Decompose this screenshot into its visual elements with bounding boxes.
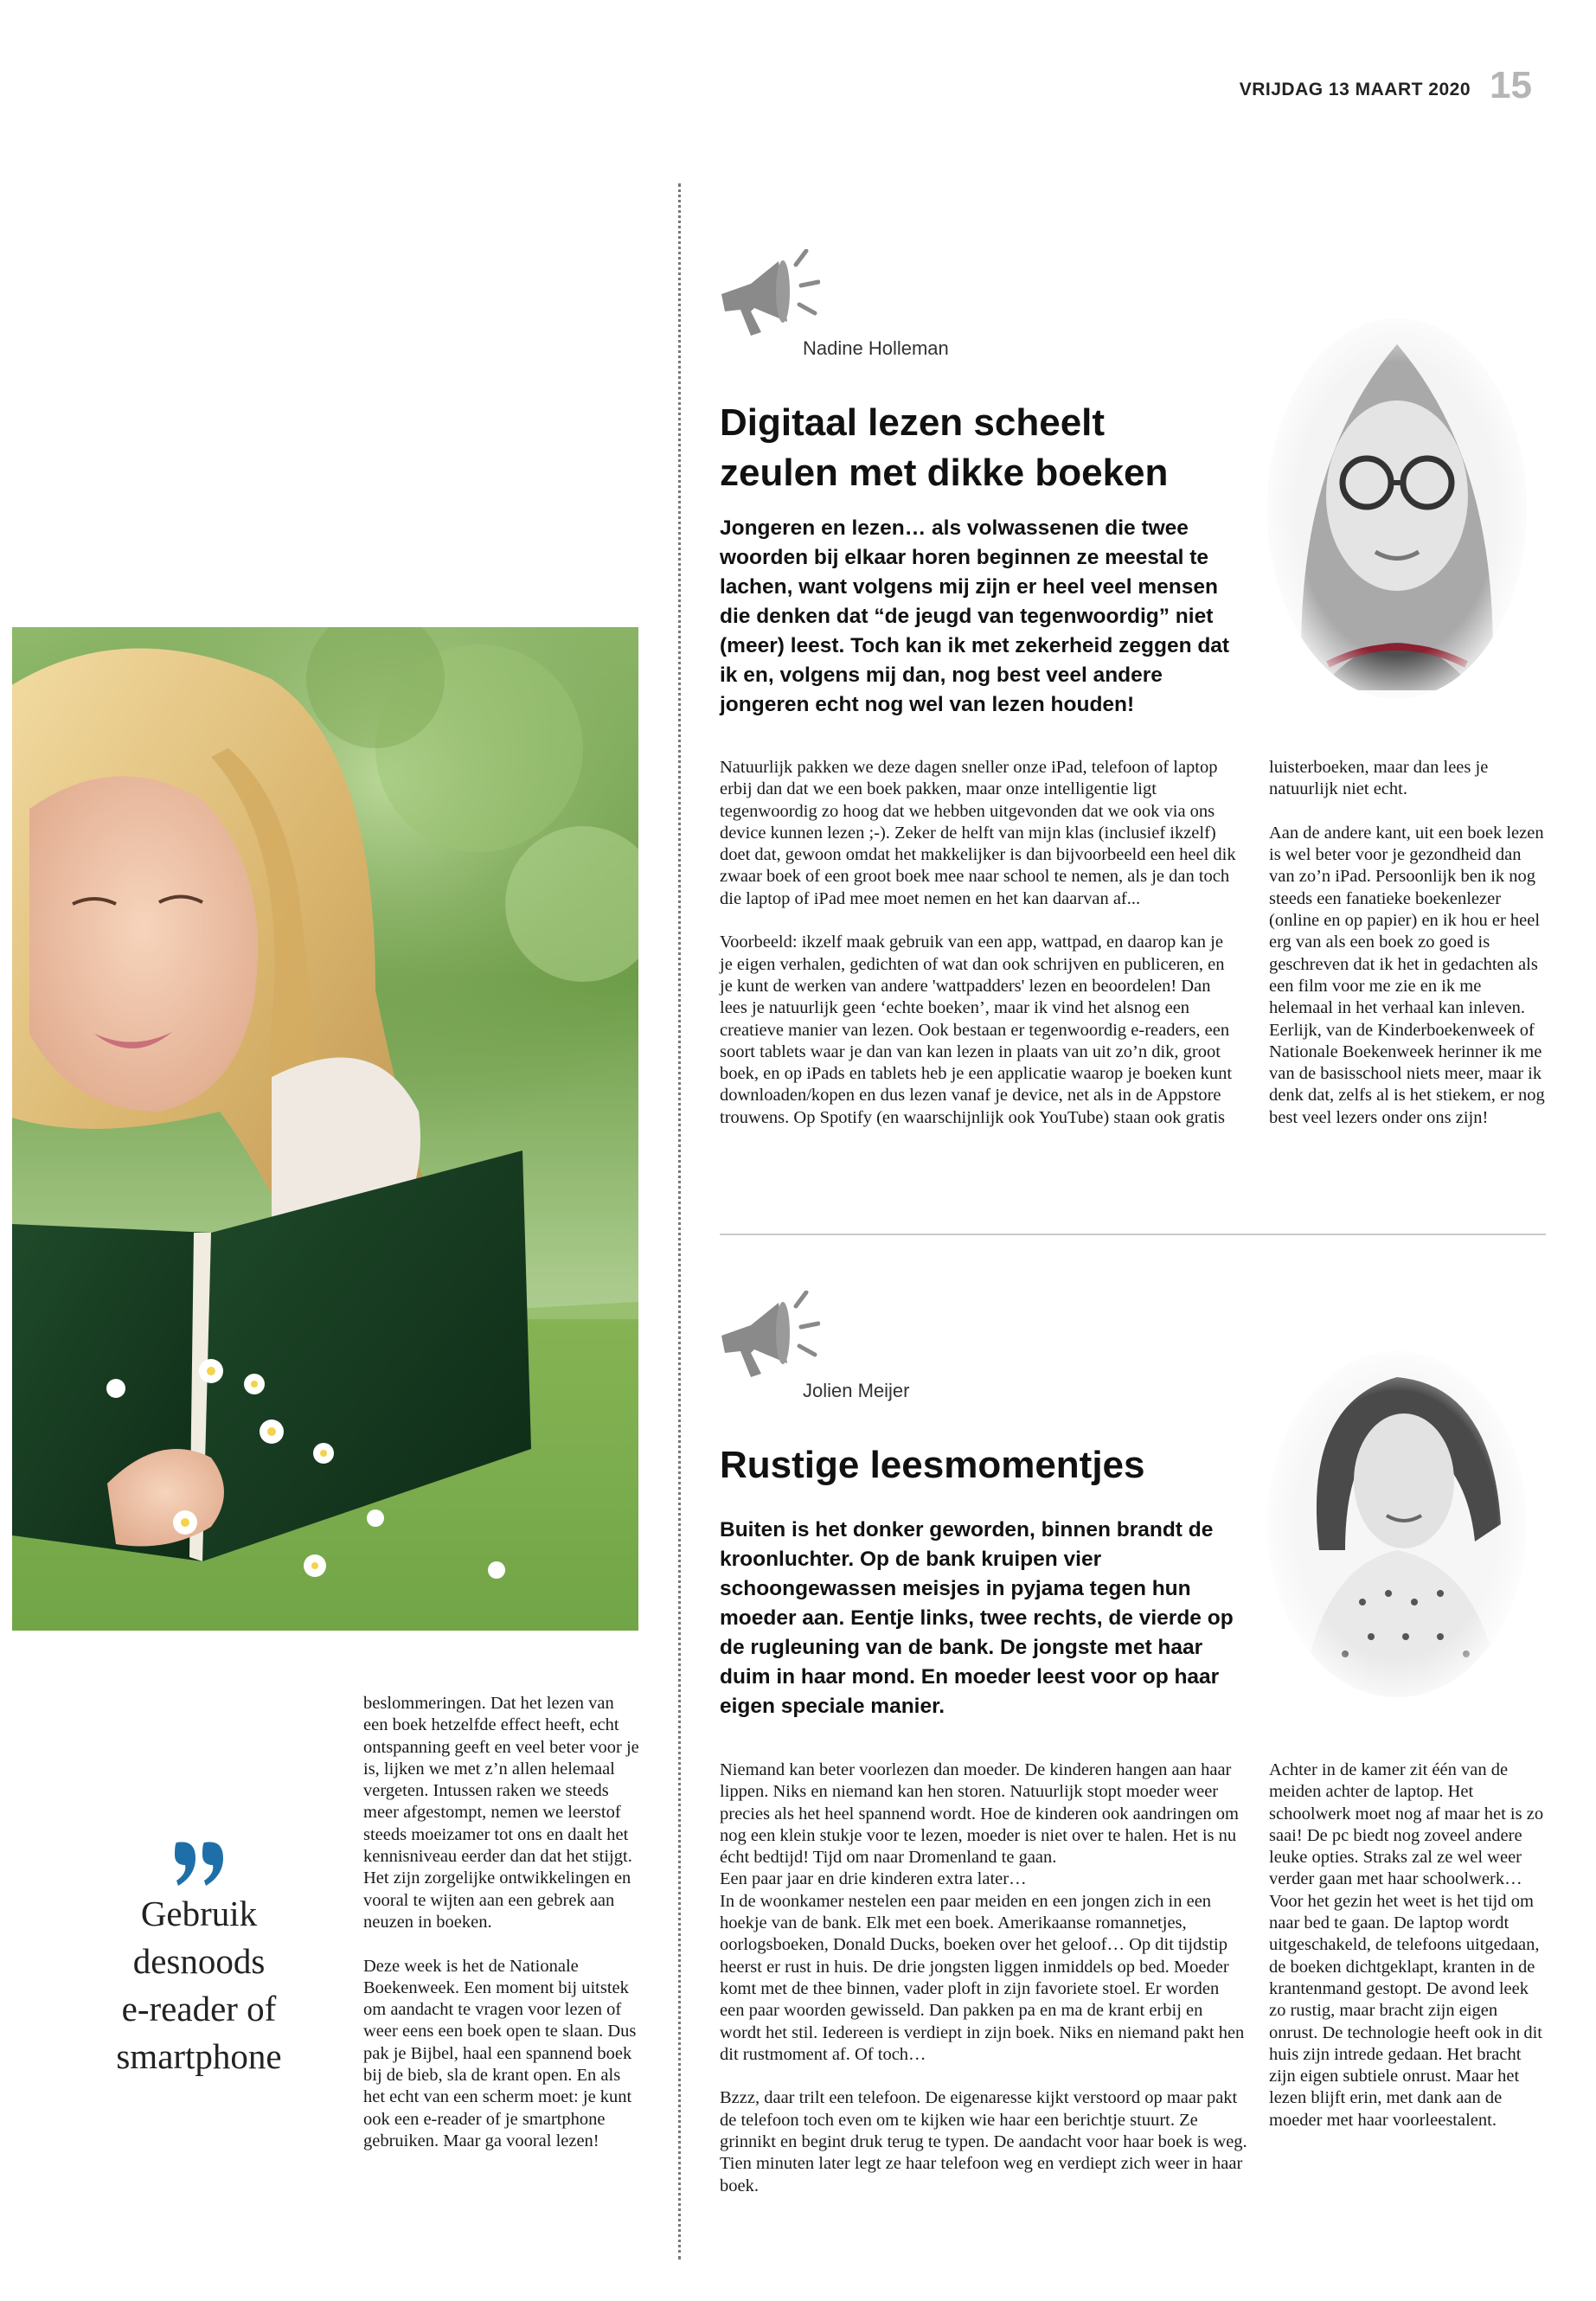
- article1-author: Nadine Holleman: [803, 337, 949, 359]
- article1-body-col2: luisterboeken, maar dan lees je natuurlijk niet echt. Aan de andere kant, uit een boek lezen is wel beter voor je gezondheid dan van zo’n iPad. Persoonlijk ben ik nog steeds een fanatieke boekenlezer (online en op papier) en ik hou er heel erg van als een boek zo goed is geschreven dat ik het in gedachten als een film voor me zie en ik me helemaal in het verhaal kan inleven. Eerlijk, van de Kinderboekenweek of Nationale Boekenweek herinner ik me van de basisschool niets meer, maar ik denk dat, zelfs al is het stiekem, er nog best veel lezers onder ons zijn!: [1269, 758, 1545, 1127]
- author-portrait-jolien: [1267, 1351, 1527, 1697]
- girl-reading-photo: [12, 627, 638, 1631]
- issue-date: VRIJDAG 13 MAART 2020: [1239, 80, 1471, 99]
- article2-body-col1: Niemand kan beter voorlezen dan moeder. De kinderen hangen aan haar lippen. Niks en niemand kan hen storen. Natuurlijk stopt moeder weer precies als het heel spannend wordt. Hoe de kinderen ook aandringen om nog een klein stukje voor te lezen, moeder is niet over te halen. Het is nu écht bedtijd! Tijd om naar Dromenland te gaan. Een paar jaar en drie kinderen extra later… In de woonkamer nestelen een paar meiden en een jongen zich in een hoekje van de bank. Elk met een boek. Amerikaanse romannetjes, oorlogsboeken, Donald Ducks, boeken over het geloof… Op dit tijdstip heerst er rust in huis. De drie jongsten liggen inmiddels op bed. Moeder komt met de thee binnen, vader ploft in zijn favoriete stoel. Er worden een paar woorden gewisseld. Dan pakken pa en ma de krant erbij en wordt het stil. Iedereen is verdiept in zijn boek. Niks en niemand pakt hen dit rustmoment af. Of toch… Bzzz, daar trilt een telefoon. De eigenaresse kijkt verstoord op maar pakt de telefoon toch even om te kijken wie haar een berichtje stuurt. Ze grinnikt en begint druk terug te typen. De aandacht voor haar boek is weg. Tien minuten later legt ze haar telefoon weg en verdiept zich weer in haar boek.: [720, 1760, 1247, 2195]
- article2-headline: Rustige leesmomentjes: [720, 1444, 1145, 1486]
- article1-body-col1: Natuurlijk pakken we deze dagen sneller onze iPad, telefoon of laptop erbij dan dat we een boek pakken, maar onze intelligentie ligt tegenwoordig zo hoog dat we hebben uitgevonden dat we ook via ons device kunnen lezen ;-). Zeker de helft van mijn klas (inclusief ikzelf) doet dat, gewoon omdat het makkelijker is dan bijvoorbeeld een heel dik zwaar boek of een groot boek mee naar school te nemen, als je dan toch die laptop of iPad mee moet nemen en het kan daarvan af... Voorbeeld: ikzelf maak gebruik van een app, wattpad, en daarop kan je je eigen verhalen, gedichten of wat dan ook schrijven en publiceren, en je kunt de werken van andere 'wattpadders' lezen en beoordelen! Dan lees je natuurlijk geen ‘echte boeken’, maar ik vind het alsnog een creatieve manier van lezen. Ook bestaan er tegenwoordig e-readers, een soort tablets waar je dan van kan lezen in plaats van uit zo’n dik, groot boek, en op iPads en tablets heb je een applicatie waarop je boeken kunt downloaden/kopen en dus lezen vanaf je device, net als in de Appstore trouwens. Op Spotify (en waarschijnlijk ook YouTube) staan ook gratis: [720, 758, 1236, 1127]
- article1-headline-line2: zeulen met dikke boeken: [720, 452, 1169, 494]
- photo-illustration: [12, 627, 638, 1631]
- article1-headline-line1: Digitaal lezen scheelt: [720, 401, 1106, 444]
- megaphone-icon: [716, 1291, 820, 1386]
- article1-lead: Jongeren en lezen… als volwassenen die twee woorden bij elkaar horen beginnen ze meestal te lachen, want volgens mij zijn er heel veel mensen die denken dat “de jeugd van tegenwoordig” niet (meer) leest. Toch kan ik met zekerheid zeggen dat ik en, volgens mij dan, nog best veel andere jongeren echt nog wel van lezen houden!: [720, 516, 1230, 716]
- left-column-text: beslommeringen. Dat het lezen van een boek hetzelfde effect heeft, echt ontspanning geeft en veel beter voor je is, lijken we met z’n allen helemaal vergeten. Intussen raken we steeds meer afgestompt, nemen we leerstof steeds moeizamer tot ons en daalt het kennisniveau eerder dan dat het stijgt. Het zijn zorgelijke ontwikkelingen en vooral te wijten aan een gebrek aan neuzen in boeken. Deze week is het de Nationale Boekenweek. Een moment bij uitstek om aandacht te vragen voor lezen of weer eens een boek open te slaan. Dus pak je Bijbel, haal een spannend boek bij de bieb, sla de krant open. En als het echt van een scherm moet: je kunt ook een e-reader of je smartphone gebruiken. Maar ga vooral lezen!: [363, 1694, 639, 2150]
- article-separator: [720, 1234, 1546, 1235]
- column-divider: [678, 183, 681, 2259]
- article1-headline: [720, 398, 1325, 498]
- quote-glyph: [173, 1837, 228, 1889]
- article2-lead: Buiten is het donker geworden, binnen brandt de kroonluchter. Op de bank kruipen vier schoongewassen meisjes in pyjama tegen hun moeder aan. Eentje links, twee rechts, de vierde op de rugleuning van de bank. De jongste met haar duim in haar mond. En moeder leest voor op haar eigen speciale manier.: [720, 1518, 1234, 1718]
- portrait-sketch: [1267, 318, 1527, 699]
- author-portrait-nadine: [1267, 318, 1527, 699]
- megaphone-icon: [716, 249, 820, 344]
- article2-body-col2: Achter in de kamer zit één van de meiden achter de laptop. Het schoolwerk moet nog af maar het is zo saai! De pc biedt nog zoveel andere leuke opties. Straks zal ze wel weer verder gaan met haar schoolwerk… Voor het gezin het weet is het tijd om naar bed te gaan. De laptop wordt uitgeschakeld, de telefoons uitgedaan, de boeken dichtgeklapt, kranten in de krantenmand gestopt. De avond leek zo rustig, maar bracht zijn eigen onrust. De technologie heeft ook in dit huis zijn intrede gedaan. Het bracht zijn eigen subtiele onrust. Maar het lezen blijft erin, met dank aan de moeder met haar voorleestalent.: [1269, 1760, 1544, 2130]
- portrait-sketch: [1267, 1351, 1527, 1697]
- article2-author: Jolien Meijer: [803, 1380, 910, 1401]
- page-number: 15: [1490, 64, 1532, 106]
- pull-quote: Gebruik desnoods e-reader of smartphone: [116, 1894, 282, 2076]
